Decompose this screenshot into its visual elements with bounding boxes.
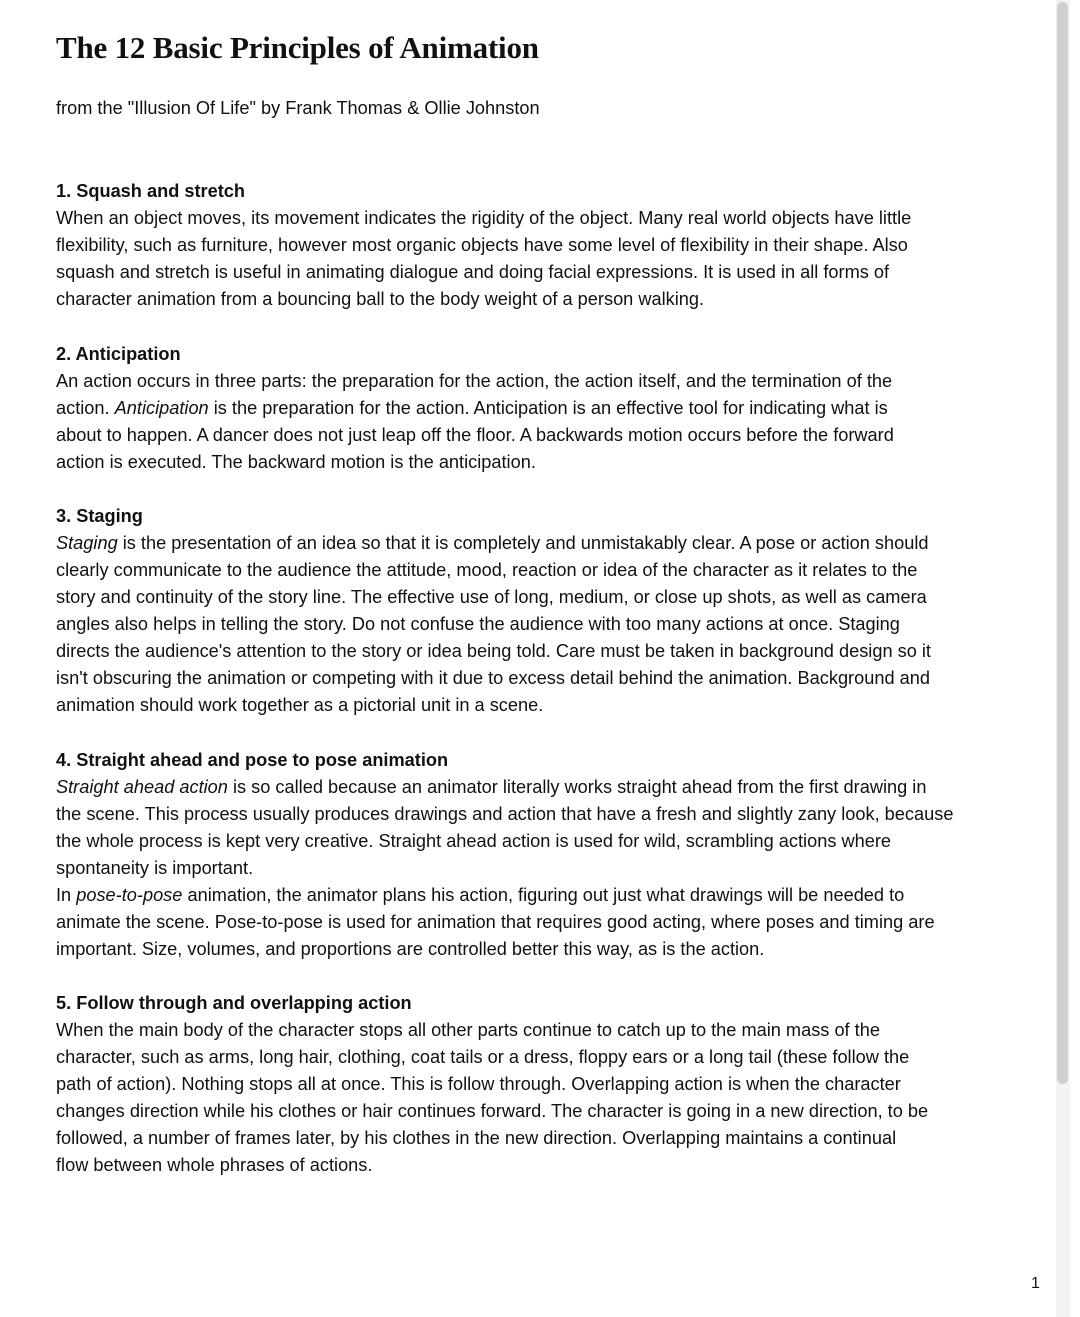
paragraph-line: character animation from a bouncing ball to the body weight of a person walking. [56, 289, 705, 309]
paragraph-line: character, such as arms, long hair, clothing, coat tails or a dress, floppy ears or a long tail (these follow the [56, 1047, 910, 1067]
text-run: is the preparation for the action. Anticipation is an effective tool for indicating what is [208, 398, 888, 418]
paragraph-line [56, 882, 1056, 909]
section-staging [56, 503, 1056, 719]
text-run: animation, the animator plans his action, figuring out just what drawings will be needed to [182, 885, 905, 905]
paragraph-line: When the main body of the character stops all other parts continue to catch up to the main mass of the [56, 1020, 880, 1040]
paragraph-line: important. Size, volumes, and proportions are controlled better this way, as is the action. [56, 939, 765, 959]
paragraph-line: the scene. This process usually produces drawings and action that have a fresh and slightly zany look, because [56, 804, 954, 824]
paragraph-line: changes direction while his clothes or hair continues forward. The character is going in a new direction, to be [56, 1101, 929, 1121]
emphasized-term: Staging [56, 533, 118, 553]
paragraph-line: angles also helps in telling the story. Do not confuse the audience with too many actions at once. Staging [56, 614, 900, 634]
text-run: is the presentation of an idea so that it is completely and unmistakably clear. A pose or action should [117, 533, 929, 553]
section-heading: 2. Anticipation [56, 344, 181, 364]
section-heading: 4. Straight ahead and pose to pose animation [56, 750, 449, 770]
section-heading: 3. Staging [56, 506, 143, 526]
paragraph-line: flow between whole phrases of actions. [56, 1155, 373, 1175]
section-heading: 5. Follow through and overlapping action [56, 993, 412, 1013]
paragraph-line [56, 530, 1056, 557]
paragraph-line: clearly communicate to the audience the attitude, mood, reaction or idea of the character as it relates to the [56, 560, 918, 580]
emphasized-term: pose-to-pose [76, 885, 183, 905]
paragraph-line: isn't obscuring the animation or competing with it due to excess detail behind the animation. Background and [56, 668, 930, 688]
paragraph-line: squash and stretch is useful in animating dialogue and doing facial expressions. It is used in all forms of [56, 262, 890, 282]
paragraph-line: An action occurs in three parts: the preparation for the action, the action itself, and the termination of the [56, 371, 893, 391]
text-run: is so called because an animator literally works straight ahead from the first drawing in [227, 777, 927, 797]
scrollbar-thumb[interactable] [1057, 2, 1068, 1084]
section-follow-through-and-overlapping-action [56, 990, 1056, 1179]
paragraph-line: spontaneity is important. [56, 858, 254, 878]
paragraph-line: animate the scene. Pose-to-pose is used for animation that requires good acting, where poses and timing are [56, 912, 935, 932]
paragraph-line: action is executed. The backward motion is the anticipation. [56, 452, 536, 472]
section-squash-and-stretch [56, 178, 1056, 313]
paragraph-line: followed, a number of frames later, by his clothes in the new direction. Overlapping maintains a continual [56, 1128, 897, 1148]
paragraph-line: flexibility, such as furniture, however most organic objects have some level of flexibility in their shape. Also [56, 235, 908, 255]
paragraph-line: the whole process is kept very creative. Straight ahead action is used for wild, scrambling actions where [56, 831, 892, 851]
document-title: The 12 Basic Principles of Animation [56, 30, 539, 65]
paragraph-line: path of action). Nothing stops all at once. This is follow through. Overlapping action is when the character [56, 1074, 901, 1094]
paragraph-line: directs the audience's attention to the story or idea being told. Care must be taken in background design so it [56, 641, 931, 661]
section-anticipation [56, 341, 1056, 476]
paragraph-line [56, 774, 1056, 801]
emphasized-term: Anticipation [114, 398, 209, 418]
paragraph-line: animation should work together as a pictorial unit in a scene. [56, 695, 544, 715]
section-straight-ahead-and-pose-to-pose [56, 747, 1056, 963]
section-heading: 1. Squash and stretch [56, 181, 245, 201]
page-number: 1 [1031, 1275, 1040, 1292]
document-subtitle: from the "Illusion Of Life" by Frank Thomas & Ollie Johnston [56, 98, 540, 118]
text-run: action. [56, 398, 115, 418]
paragraph-line [56, 395, 1056, 422]
paragraph-line: When an object moves, its movement indicates the rigidity of the object. Many real world objects have little [56, 208, 912, 228]
paragraph-line: story and continuity of the story line. The effective use of long, medium, or close up shots, as well as camera [56, 587, 927, 607]
text-run: In [56, 885, 77, 905]
emphasized-term: Straight ahead action [56, 777, 228, 797]
paragraph-line: about to happen. A dancer does not just leap off the floor. A backwards motion occurs before the forward [56, 425, 894, 445]
